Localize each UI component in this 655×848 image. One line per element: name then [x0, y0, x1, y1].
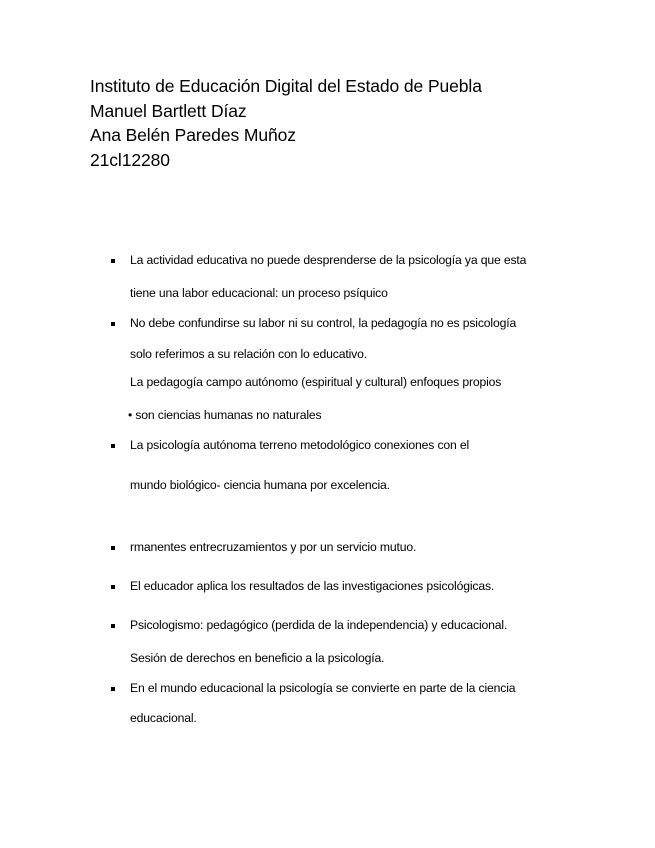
list-item-text: La pedagogía campo autónomo (espiritual y cultural) enfoques propios: [130, 375, 502, 389]
list-item-text: En el mundo educacional la psicología se convierte en parte de la ciencia: [130, 681, 516, 695]
list-item-text: La actividad educativa no puede desprenderse de la psicología ya que esta: [130, 253, 527, 267]
author-name-2: Ana Belén Paredes Muñoz: [90, 125, 296, 145]
student-id: 21cl12280: [90, 149, 170, 170]
list-item-text: tiene una labor educacional: un proceso psíquico: [130, 286, 388, 300]
bullet-marker: [111, 585, 115, 589]
bullet-marker: [111, 259, 115, 263]
list-item-text: • son ciencias humanas no naturales: [128, 408, 322, 422]
bullet-marker: [111, 322, 115, 326]
list-item-text: solo referimos a su relación con lo educativo.: [130, 347, 367, 361]
list-item-text: Sesión de derechos en beneficio a la psicología.: [130, 651, 385, 665]
list-item-text: educacional.: [130, 711, 197, 725]
bullet-marker: [111, 624, 115, 628]
bullet-marker: [111, 546, 115, 550]
list-item-text: rmanentes entrecruzamientos y por un servicio mutuo.: [130, 540, 417, 554]
bullet-marker: [111, 444, 115, 448]
list-item-text: Psicologismo: pedagógico (perdida de la independencia) y educacional.: [130, 618, 508, 632]
list-item-text: La psicología autónoma terreno metodológico conexiones con el: [130, 438, 470, 452]
institution-name: Instituto de Educación Digital del Estado de Puebla: [90, 76, 482, 96]
list-item-text: El educador aplica los resultados de las investigaciones psicológicas.: [130, 579, 495, 593]
list-item-text: No debe confundirse su labor ni su control, la pedagogía no es psicología: [130, 316, 517, 330]
author-name-1: Manuel Bartlett Díaz: [90, 100, 247, 121]
bullet-marker: [111, 687, 115, 691]
list-item-text: mundo biológico- ciencia humana por excelencia.: [130, 478, 390, 492]
